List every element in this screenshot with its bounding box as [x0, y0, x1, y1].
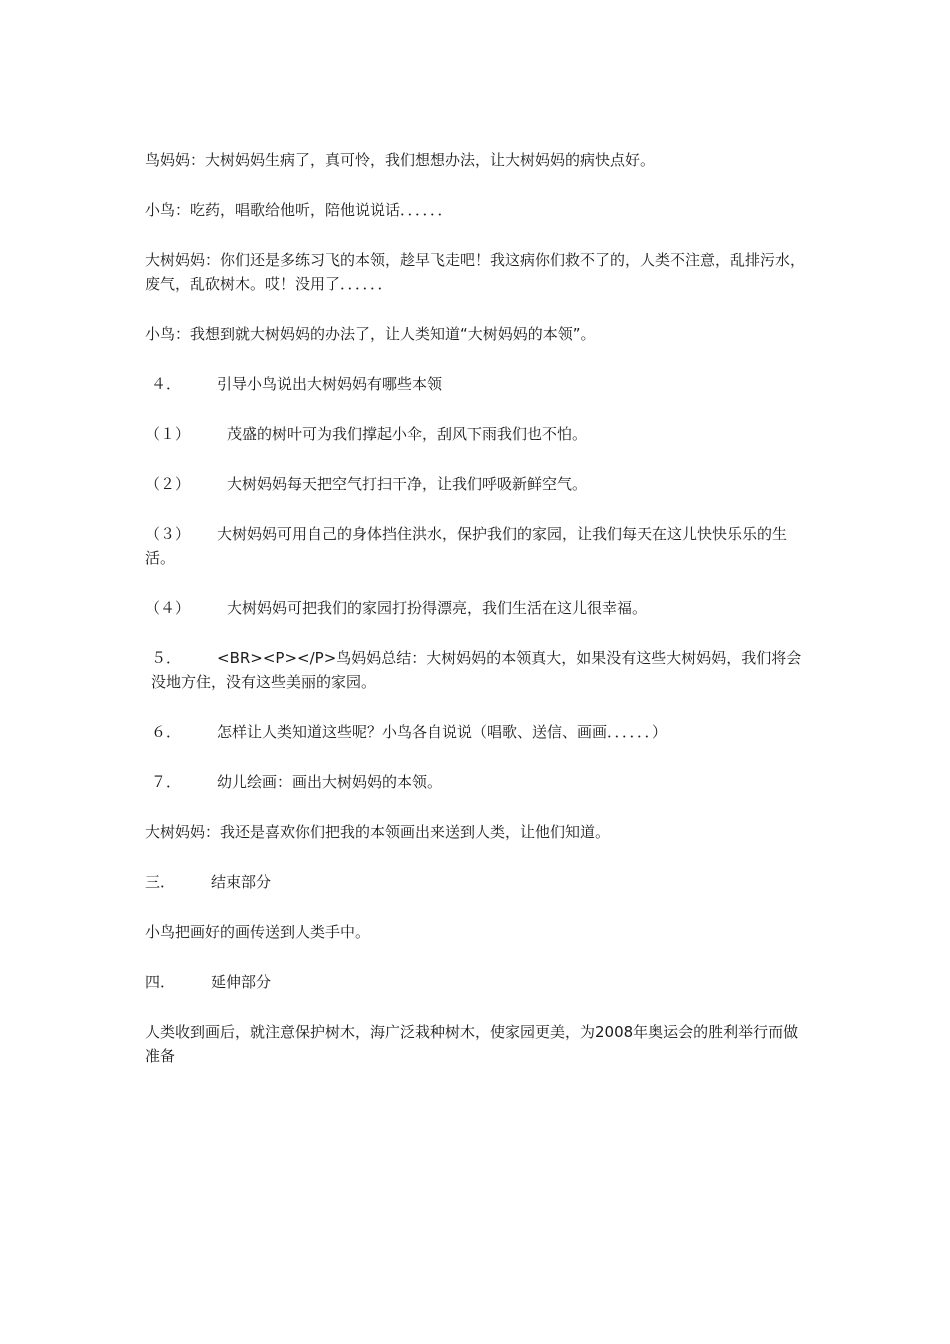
ability-text: 大树妈妈可用自己的身体挡住洪水，保护我们的家园，让我们每天在这儿快快乐乐的生活。: [145, 525, 788, 567]
step-5: [145, 646, 813, 694]
step-6: [145, 720, 813, 744]
step-4: [145, 372, 813, 396]
ability-text: 大树妈妈每天把空气打扫干净，让我们呼吸新鲜空气。: [227, 475, 588, 493]
paragraph-little-bird-1: 小鸟：吃药，唱歌给他听，陪他说说话．．．．．．: [145, 201, 453, 219]
ability-text: 茂盛的树叶可为我们撑起小伞，刮风下雨我们也不怕。: [227, 425, 588, 443]
section-title: 延伸部分: [211, 973, 272, 991]
section-3-text: 小鸟把画好的画传送到人类手中。: [145, 923, 371, 941]
step-text: 怎样让人类知道这些呢？小鸟各自说说（唱歌、送信、画画．．．．．．）: [217, 723, 668, 741]
document-body: [145, 148, 813, 1094]
section-title: 结束部分: [211, 873, 272, 891]
step-text: 引导小鸟说出大树妈妈有哪些本领: [217, 375, 443, 393]
section-4-heading: [145, 970, 813, 994]
ability-number: （４）: [145, 599, 191, 617]
ability-2: [145, 472, 813, 496]
ability-4: [145, 596, 813, 620]
ability-text: 大树妈妈可把我们的家园打扮得漂亮，我们生活在这儿很幸福。: [227, 599, 648, 617]
section-number: 三．: [145, 873, 176, 891]
section-3-heading: [145, 870, 813, 894]
step-number: ６．: [151, 723, 182, 741]
step-text: 幼儿绘画：画出大树妈妈的本领。: [217, 773, 443, 791]
step-7: [145, 770, 813, 794]
section-number: 四．: [145, 973, 176, 991]
ability-3: [145, 522, 813, 570]
ability-number: （２）: [145, 475, 191, 493]
step-number: ４．: [151, 375, 182, 393]
paragraph-bird-mother: 鸟妈妈：大树妈妈生病了，真可怜，我们想想办法，让大树妈妈的病快点好。: [145, 151, 656, 169]
ability-number: （３）: [145, 525, 191, 543]
paragraph-tree-mother: 大树妈妈：你们还是多练习飞的本领，趁早飞走吧！我这病你们救不了的，人类不注意，乱排污水，废气，乱砍树木。哎！没用了．．．．．．: [145, 251, 806, 293]
step-text: <BR><P></P>鸟妈妈总结：大树妈妈的本领真大，如果没有这些大树妈妈，我们将会没地方住，没有这些美丽的家园。: [151, 649, 802, 691]
ability-number: （１）: [145, 425, 191, 443]
section-4-text: 人类收到画后，就注意保护树木，海广泛栽种树木，使家园更美，为2008年奥运会的胜利举行而做准备: [145, 1023, 799, 1065]
step-number: ５．: [151, 649, 182, 667]
ability-1: [145, 422, 813, 446]
paragraph-tree-quote: 大树妈妈：我还是喜欢你们把我的本领画出来送到人类，让他们知道。: [145, 823, 611, 841]
paragraph-little-bird-2: 小鸟：我想到就大树妈妈的办法了，让人类知道“大树妈妈的本领”。: [145, 325, 596, 343]
step-number: ７．: [151, 773, 182, 791]
